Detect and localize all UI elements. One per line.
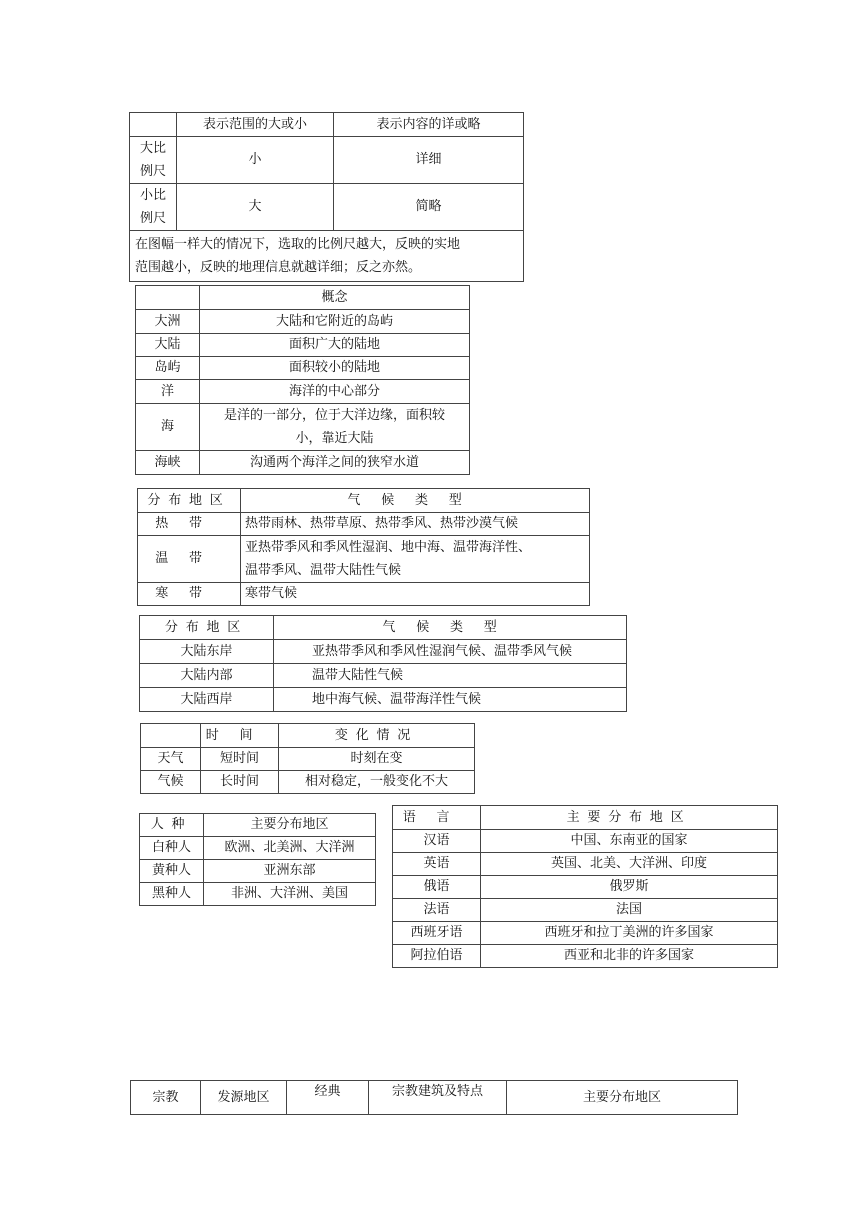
types-cell: 寒带气候 [241,583,590,606]
region-cell: 中国、东南亚的国家 [481,830,778,853]
table-row [130,184,524,231]
race-cell: 黄种人 [140,860,204,883]
concept-cell: 是洋的一部分，位于大洋边缘，面积较 小，靠近大陆 [200,404,470,451]
types-cell: 亚热带季风和季风性湿润、地中海、温带海洋性、 温带季风、温带大陆性气候 [241,536,590,583]
term-cell: 海峡 [136,451,200,475]
table-cell: 详细 [334,137,524,184]
header-cell: 分布地区 [138,489,241,513]
land-sea-table [135,285,470,475]
types-cell: 热带雨林、热带草原、热带季风、热带沙漠气候 [241,513,590,536]
concept-cell: 面积广大的陆地 [200,334,470,357]
header-cell: 气候类型 [241,489,590,513]
table-row [138,513,590,536]
lang-cell: 俄语 [393,876,481,899]
table-row [393,922,778,945]
header-cell: 变化情况 [279,724,475,748]
region-cell: 欧洲、北美洲、大洋洲 [204,837,376,860]
table-row [393,853,778,876]
lang-cell: 英语 [393,853,481,876]
region-cell: 非洲、大洋洲、美国 [204,883,376,906]
area-cell: 大陆东岸 [140,640,274,664]
region-cell: 西亚和北非的许多国家 [481,945,778,968]
table-row [140,688,627,712]
change-cell: 时刻在变 [279,748,475,771]
table-header-row [131,1081,738,1115]
lang-cell: 阿拉伯语 [393,945,481,968]
lang-cell: 西班牙语 [393,922,481,945]
concept-cell: 海洋的中心部分 [200,380,470,404]
scale-note: 在图幅一样大的情况下，选取的比例尺越大，反映的实地 范围越小，反映的地理信息就越详细；反之亦然。 [130,231,524,282]
zone-cell: 热带 [138,513,241,536]
table-cell: 小 [177,137,334,184]
lang-cell: 法语 [393,899,481,922]
table-header-row [140,616,627,640]
header-cell [130,113,177,137]
area-cell: 大陆西岸 [140,688,274,712]
header-cell: 分布地区 [140,616,274,640]
concept-cell: 大陆和它附近的岛屿 [200,310,470,334]
header-cell [136,286,200,310]
term-cell: 海 [136,404,200,451]
table-row [138,536,590,583]
header-cell: 主要分布地区 [507,1081,738,1115]
row-label: 大比 例尺 [130,137,177,184]
header-cell: 宗教 [131,1081,201,1115]
race-table [139,813,376,906]
header-cell: 语言 [393,806,481,830]
time-cell: 长时间 [201,771,279,794]
table-header-row [393,806,778,830]
table-row [393,830,778,853]
table-header-row [136,286,470,310]
table-row [136,451,470,475]
table-header-row [138,489,590,513]
race-cell: 白种人 [140,837,204,860]
header-cell: 宗教建筑及特点 [369,1081,507,1115]
term-cell: 岛屿 [136,357,200,380]
name-cell: 天气 [141,748,201,771]
region-cell: 法国 [481,899,778,922]
table-row [140,640,627,664]
header-cell [141,724,201,748]
table-row [393,945,778,968]
term-cell: 大陆 [136,334,200,357]
header-cell: 人种 [140,814,204,837]
table-row [138,583,590,606]
table-header-row [130,113,524,137]
term-cell: 大洲 [136,310,200,334]
table-row [141,748,475,771]
climate-zone-table [137,488,590,606]
header-cell: 概念 [200,286,470,310]
row-label: 小比 例尺 [130,184,177,231]
header-cell: 时间 [201,724,279,748]
table-note-row [130,231,524,282]
language-table [392,805,778,968]
region-cell: 俄罗斯 [481,876,778,899]
continent-position-table [139,615,627,712]
scale-table [129,112,524,282]
race-cell: 黑种人 [140,883,204,906]
table-row [136,404,470,451]
table-row [136,310,470,334]
table-row [393,876,778,899]
table-row [393,899,778,922]
table-row [141,771,475,794]
types-cell: 温带大陆性气候 [274,664,627,688]
table-row [136,357,470,380]
header-cell: 经典 [287,1081,369,1115]
region-cell: 西班牙和拉丁美洲的许多国家 [481,922,778,945]
term-cell: 洋 [136,380,200,404]
header-cell: 主要分布地区 [481,806,778,830]
region-cell: 英国、北美、大洋洲、印度 [481,853,778,876]
header-cell: 发源地区 [201,1081,287,1115]
header-cell: 表示内容的详或略 [334,113,524,137]
change-cell: 相对稳定，一般变化不大 [279,771,475,794]
header-cell: 气候类型 [274,616,627,640]
zone-cell: 寒带 [138,583,241,606]
types-cell: 亚热带季风和季风性湿润气候、温带季风气候 [274,640,627,664]
weather-climate-table [140,723,475,794]
zone-cell: 温带 [138,536,241,583]
concept-cell: 沟通两个海洋之间的狭窄水道 [200,451,470,475]
header-cell: 表示范围的大或小 [177,113,334,137]
types-cell: 地中海气候、温带海洋性气候 [274,688,627,712]
concept-cell: 面积较小的陆地 [200,357,470,380]
table-row [140,883,376,906]
name-cell: 气候 [141,771,201,794]
region-cell: 亚洲东部 [204,860,376,883]
lang-cell: 汉语 [393,830,481,853]
table-header-row [141,724,475,748]
table-cell: 简略 [334,184,524,231]
table-header-row [140,814,376,837]
time-cell: 短时间 [201,748,279,771]
header-cell: 主要分布地区 [204,814,376,837]
table-row [136,334,470,357]
area-cell: 大陆内部 [140,664,274,688]
table-cell: 大 [177,184,334,231]
table-row [140,860,376,883]
table-row [140,664,627,688]
religion-table [130,1080,738,1115]
table-row [136,380,470,404]
table-row [140,837,376,860]
table-row [130,137,524,184]
